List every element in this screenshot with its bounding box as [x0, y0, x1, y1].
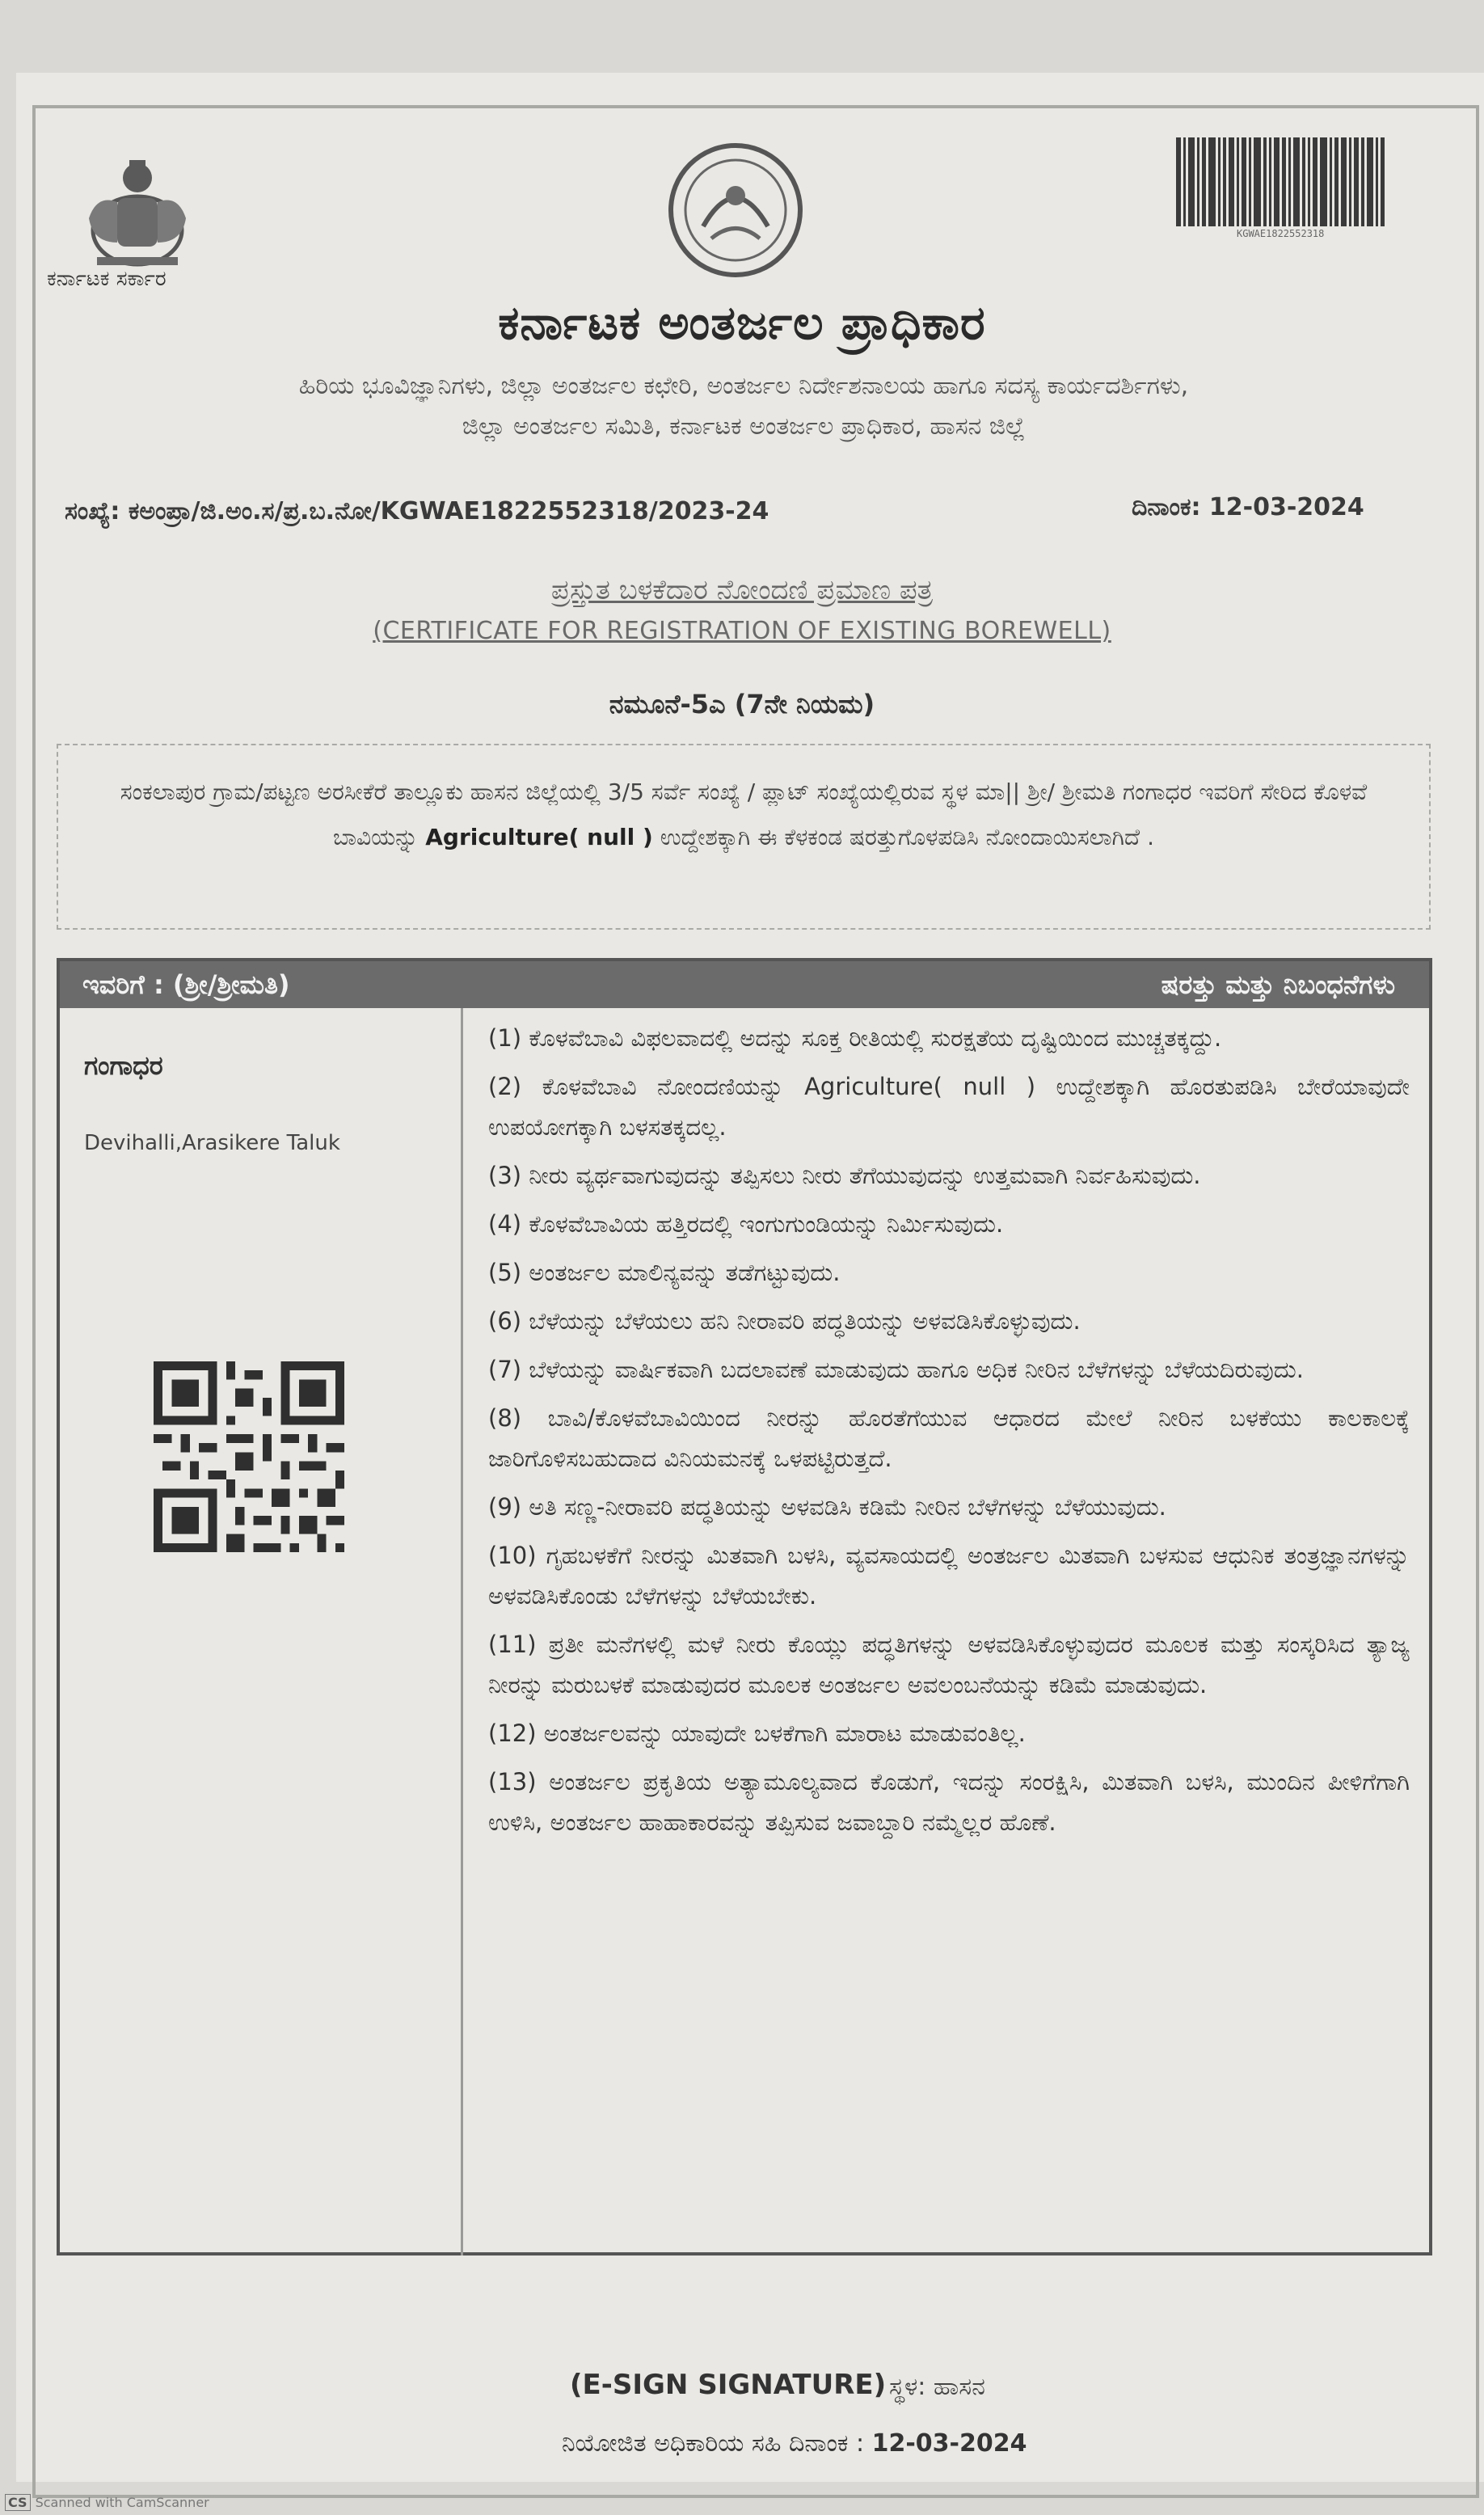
office-line-1: ಹಿರಿಯ ಭೂವಿಜ್ಞಾನಿಗಳು, ಜಿಲ್ಲಾ ಅಂತರ್ಜಲ ಕಛೇರಿ, ಅಂತರ್ಜಲ ನಿರ್ದೇಶನಾಲಯ ಹಾಗೂ ಸದಸ್ಯ ಕಾರ್ಯದರ್ಶಿಗಳು, — [298, 372, 1189, 400]
signature-place: ಸ್ಥಳ: ಹಾಸನ — [889, 2373, 985, 2401]
karnataka-emblem-icon — [73, 154, 202, 275]
condition-item: (3) ನೀರು ವ್ಯರ್ಥವಾಗುವುದನ್ನು ತಪ್ಪಿಸಲು ನೀರು ತೆಗೆಯುವುದನ್ನು ಉತ್ತಮವಾಗಿ ನಿರ್ವಹಿಸುವುದು. — [488, 1162, 1201, 1189]
scanner-watermark — [5, 2494, 209, 2511]
signature-date-line — [562, 2429, 1027, 2458]
condition-item: (12) ಅಂತರ್ಜಲವನ್ನು ಯಾವುದೇ ಬಳಕೆಗಾಗಿ ಮಾರಾಟ ಮಾಡುವಂತಿಲ್ಲ. — [488, 1720, 1026, 1747]
statement-part-1: ಸಂಕಲಾಪುರ ಗ್ರಾಮ/ಪಟ್ಟಣ ಅರಸೀಕೆರೆ ತಾಲ್ಲೂಕು ಹಾಸನ ಜಿಲ್ಲೆಯಲ್ಲಿ 3/5 ಸರ್ವೆ ಸಂಖ್ಯೆ / ಪ್ಲಾಟ್ ಸಂಖ್ಯೆಯಲ್ಲಿರುವ ಸ್ಥಳ ಮಾ|| ಶ್ರೀ/ ಶ್ರೀಮತಿ ಗಂಗಾಧರ ಇವರಿಗೆ ಸೇರಿದ ಕೊಳವೆ ಬಾವಿಯನ್ನು — [120, 779, 1368, 850]
statement-part-2: ಉದ್ದೇಶಕ್ಕಾಗಿ ಈ ಕೆಳಕಂಡ ಷರತ್ತುಗೊಳಪಡಿಸಿ ನೋಂದಾಯಿಸಲಾಗಿದೆ . — [660, 824, 1154, 850]
condition-item: (1) ಕೊಳವೆಬಾವಿ ವಿಫಲವಾದಲ್ಲಿ ಅದನ್ನು ಸೂಕ್ತ ರೀತಿಯಲ್ಲಿ ಸುರಕ್ಷತೆಯ ದೃಷ್ಟಿಯಿಂದ ಮುಚ್ಚತಕ್ಕದ್ದು. — [488, 1024, 1222, 1052]
signature-date-value: 12-03-2024 — [871, 2429, 1027, 2458]
holder-name: ಗಂಗಾಧರ — [84, 1050, 163, 1081]
certificate-title-kannada: ಪ್ರಸ್ತುತ ಬಳಕೆದಾರ ನೋಂದಣಿ ಪ್ರಮಾಣ ಪತ್ರ — [550, 574, 934, 606]
camscanner-logo-icon: CS — [5, 2494, 31, 2511]
holder-address: Devihalli,Arasikere Taluk — [84, 1131, 340, 1155]
form-label: ನಮೂನೆ-5ಎ (7ನೇ ನಿಯಮ) — [609, 689, 875, 719]
conditions-table — [57, 958, 1432, 2255]
emblem-label: ಕರ್ನಾಟಕ ಸರ್ಕಾರ — [47, 267, 167, 291]
registration-statement — [57, 744, 1431, 930]
condition-item: (11) ಪ್ರತೀ ಮನೆಗಳಲ್ಲಿ ಮಳೆ ನೀರು ಕೊಯ್ಲು ಪದ್ಧತಿಗಳನ್ನು ಅಳವಡಿಸಿಕೊಳ್ಳುವುದರ ಮೂಲಕ ಮತ್ತು ಸಂಸ್ಕರಿಸಿದ ತ್ಯಾಜ್ಯ ನೀರನ್ನು ಮರುಬಳಕೆ ಮಾಡುವುದರ ಮೂಲಕ ಅಂತರ್ಜಲ ಅವಲಂಬನೆಯನ್ನು ಕಡಿಮೆ ಮಾಡುವುದು. — [488, 1631, 1410, 1698]
condition-item: (5) ಅಂತರ್ಜಲ ಮಾಲಿನ್ಯವನ್ನು ತಡೆಗಟ್ಟುವುದು. — [488, 1259, 841, 1286]
holder-header: ಇವರಿಗೆ : (ಶ್ರೀ/ಶ್ರೀಮತಿ) — [82, 969, 290, 1000]
condition-item: (7) ಬೆಳೆಯನ್ನು ವಾರ್ಷಿಕವಾಗಿ ಬದಲಾವಣೆ ಮಾಡುವುದು ಹಾಗೂ ಅಧಿಕ ನೀರಿನ ಬೆಳೆಗಳನ್ನು ಬೆಳೆಯದಿರುವುದು. — [488, 1356, 1304, 1383]
condition-item: (10) ಗೃಹಬಳಕೆಗೆ ನೀರನ್ನು ಮಿತವಾಗಿ ಬಳಸಿ, ವ್ಯವಸಾಯದಲ್ಲಿ ಅಂತರ್ಜಲ ಮಿತವಾಗಿ ಬಳಸುವ ಆಧುನಿಕ ತಂತ್ರಜ್ಞಾನಗಳನ್ನು ಅಳವಡಿಸಿಕೊಂಡು ಬೆಳೆಗಳನ್ನು ಬೆಳೆಯಬೇಕು. — [488, 1542, 1410, 1610]
esign-signature: (E-SIGN SIGNATURE) — [570, 2369, 887, 2401]
condition-item: (13) ಅಂತರ್ಜಲ ಪ್ರಕೃತಿಯ ಅತ್ಯಾಮೂಲ್ಯವಾದ ಕೊಡುಗೆ, ಇದನ್ನು ಸಂರಕ್ಷಿಸಿ, ಮಿತವಾಗಿ ಬಳಸಿ, ಮುಂದಿನ ಪೀಳಿಗೆಗಾಗಿ ಉಳಿಸಿ, ಅಂತರ್ಜಲ ಹಾಹಾಕಾರವನ್ನು ತಪ್ಪಿಸುವ ಜವಾಬ್ದಾರಿ ನಮ್ಮೆಲ್ಲರ ಹೊಣೆ. — [488, 1768, 1410, 1836]
column-divider — [461, 1008, 463, 2255]
certificate-frame — [0, 105, 1484, 2498]
conditions-header: ಷರತ್ತು ಮತ್ತು ನಿಬಂಧನೆಗಳು — [1161, 969, 1395, 1000]
condition-item: (2) ಕೊಳವೆಬಾವಿ ನೋಂದಣಿಯನ್ನು Agriculture( null ) ಉದ್ದೇಶಕ್ಕಾಗಿ ಹೊರತುಪಡಿಸಿ ಬೇರೆಯಾವುದೇ ಉಪಯೋಗಕ್ಕಾಗಿ ಬಳಸತಕ್ಕದಲ್ಲ. — [488, 1073, 1410, 1141]
certificate-title-english: (CERTIFICATE FOR REGISTRATION OF EXISTING BOREWELL) — [373, 617, 1111, 645]
reference-number: ಸಂಖ್ಯೆ: ಕಅಂಪ್ರಾ/ಜಿ.ಅಂ.ಸ/ಪ್ರ.ಬ.ನೋ/KGWAE1822552318/2023-24 — [65, 497, 769, 525]
condition-item: (9) ಅತಿ ಸಣ್ಣ-ನೀರಾವರಿ ಪದ್ಧತಿಯನ್ನು ಅಳವಡಿಸಿ ಕಡಿಮೆ ನೀರಿನ ಬೆಳೆಗಳನ್ನು ಬೆಳೆಯುವುದು. — [488, 1493, 1166, 1521]
barcode-number: KGWAE1822552318 — [1237, 228, 1325, 239]
table-header — [60, 961, 1429, 1008]
signature-date-label: ನಿಯೋಜಿತ ಅಧಿಕಾರಿಯ ಸಹಿ ದಿನಾಂಕ : — [562, 2429, 865, 2458]
conditions-list — [488, 1018, 1410, 1850]
scanner-text: Scanned with CamScanner — [35, 2495, 209, 2510]
office-line-2: ಜಿಲ್ಲಾ ಅಂತರ್ಜಲ ಸಮಿತಿ, ಕರ್ನಾಟಕ ಅಂತರ್ಜಲ ಪ್ರಾಧಿಕಾರ, ಹಾಸನ ಜಿಲ್ಲೆ — [462, 412, 1026, 441]
condition-item: (4) ಕೊಳವೆಬಾವಿಯ ಹತ್ತಿರದಲ್ಲಿ ಇಂಗುಗುಂಡಿಯನ್ನು ನಿರ್ಮಿಸುವುದು. — [488, 1210, 1004, 1238]
barcode-icon — [1176, 137, 1402, 226]
statement-purpose: Agriculture( null ) — [425, 824, 653, 850]
condition-item: (8) ಬಾವಿ/ಕೊಳವೆಬಾವಿಯಿಂದ ನೀರನ್ನು ಹೊರತೆಗೆಯುವ ಆಧಾರದ ಮೇಲೆ ನೀರಿನ ಬಳಕೆಯು ಕಾಲಕಾಲಕ್ಕೆ ಜಾರಿಗೊಳಿಸಬಹುದಾದ ವಿನಿಯಮನಕ್ಕೆ ಒಳಪಟ್ಟಿರುತ್ತದೆ. — [488, 1404, 1410, 1472]
authority-seal-icon — [663, 137, 808, 283]
authority-title: ಕರ್ನಾಟಕ ಅಂತರ್ಜಲ ಪ್ರಾಧಿಕಾರ — [498, 295, 986, 350]
qr-code-icon — [154, 1361, 344, 1552]
reference-date: ದಿನಾಂಕ: 12-03-2024 — [1132, 493, 1364, 521]
condition-item: (6) ಬೆಳೆಯನ್ನು ಬೆಳೆಯಲು ಹನಿ ನೀರಾವರಿ ಪದ್ಧತಿಯನ್ನು ಅಳವಡಿಸಿಕೊಳ್ಳುವುದು. — [488, 1307, 1081, 1335]
